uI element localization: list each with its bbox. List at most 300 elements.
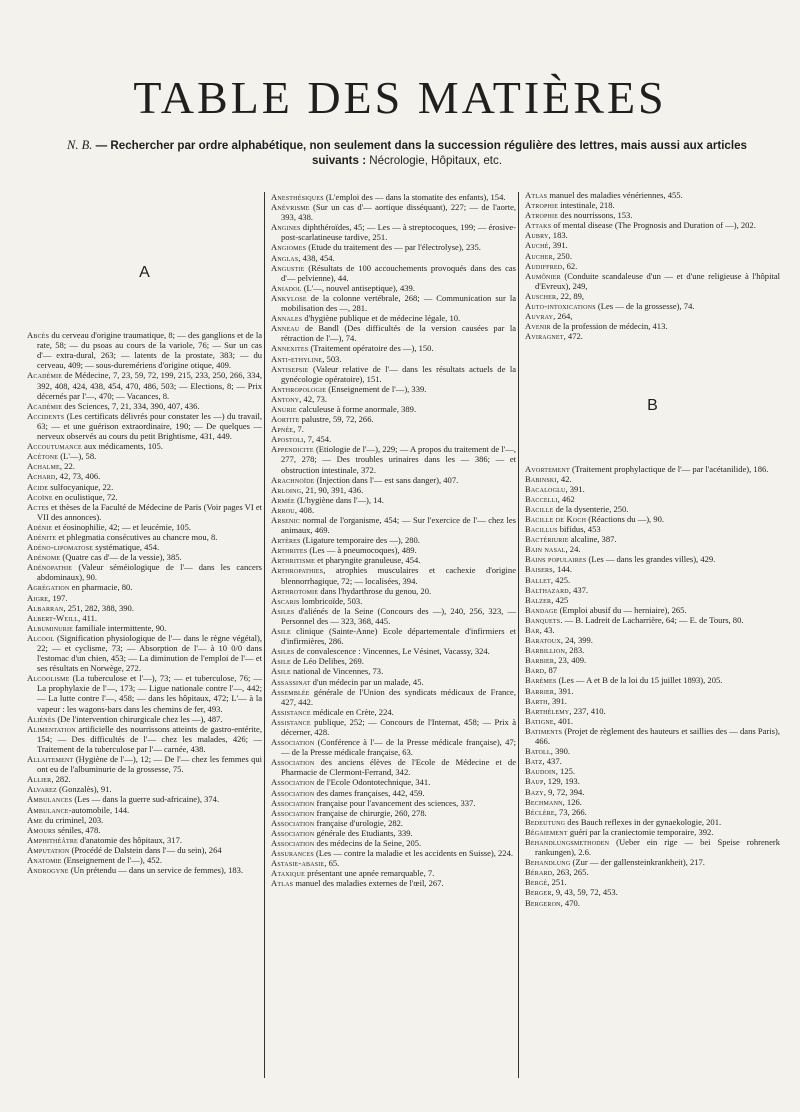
- index-entry: [525, 645, 780, 655]
- entry-keyword: Association: [271, 737, 315, 748]
- index-entry: [525, 514, 780, 524]
- entry-keyword: Antony: [271, 393, 300, 404]
- entry-text: publique, 252; — Concours de l'Internat, 458; — Prix à décerner, 428.: [281, 716, 516, 737]
- entry-keyword: Association: [271, 807, 315, 818]
- index-entry: [525, 857, 780, 867]
- entry-text: lombricoïde, 503.: [299, 595, 363, 606]
- entry-text: , 401.: [553, 715, 573, 726]
- entry-text: manuel des maladies externes de l'œil, 267.: [293, 878, 444, 889]
- entry-keyword: Bedeutung: [525, 816, 566, 827]
- entry-keyword: Assassinat: [271, 676, 311, 687]
- entry-keyword: Adénite: [27, 531, 57, 542]
- index-entry: [525, 240, 780, 250]
- entry-keyword: Barthélemy: [525, 705, 570, 716]
- entry-keyword: Angustie: [271, 262, 305, 273]
- entry-keyword: Aliénés: [27, 713, 56, 724]
- index-entry: [27, 562, 262, 582]
- entry-text: , 391.: [554, 685, 574, 696]
- entry-text: (Gonzalès), 91.: [56, 784, 112, 795]
- entry-text: , 237, 410.: [569, 705, 606, 716]
- entry-text: (Enseignement de l'—), 339.: [326, 383, 427, 394]
- entry-text: (Valeur relative de l'— dans les résultats actuels de la gynécologie opératoire), 151.: [281, 363, 516, 384]
- entry-text: (Conférence à l'— de la Presse médicale française), 47; — de la Presse médicale française, 63.: [281, 737, 516, 758]
- entry-text: des médecins de la Seine, 205.: [314, 838, 422, 848]
- entry-text: (Les — dans la guerre sud-africaine), 374.: [72, 794, 220, 805]
- entry-text: en oculistique, 72.: [52, 491, 118, 502]
- index-entry: [27, 774, 262, 784]
- entry-keyword: Angiomes: [271, 242, 307, 253]
- entry-keyword: Angines: [271, 222, 301, 233]
- column-rule-2: [518, 192, 519, 1078]
- index-entry: [525, 321, 780, 331]
- entry-text: palustre, 59, 72, 266.: [299, 414, 374, 425]
- index-entry: [525, 716, 780, 726]
- entry-keyword: Batigne: [525, 715, 554, 726]
- entry-text: des nourrissons, 153.: [558, 210, 633, 221]
- entry-keyword: Apostoli: [271, 434, 304, 445]
- index-entry: [271, 192, 516, 202]
- entry-text: , 462: [557, 493, 575, 504]
- index-entry: [271, 495, 516, 505]
- entry-keyword: Alcool: [27, 632, 55, 643]
- index-entry: [271, 858, 516, 868]
- entry-keyword: Albert-Weill: [27, 612, 79, 623]
- index-entry: [525, 474, 780, 484]
- entry-text: d'un médecin par un malade, 45.: [310, 676, 424, 687]
- entry-keyword: Barrier: [525, 685, 555, 696]
- index-entry: [271, 848, 516, 858]
- entry-keyword: Baudoin: [525, 766, 556, 777]
- entry-keyword: Arsenic: [271, 515, 300, 525]
- entry-text: (Les — dans les grandes villes), 429.: [586, 554, 716, 565]
- index-entry: [525, 585, 780, 595]
- entry-keyword: Barth: [525, 695, 548, 706]
- entry-text: (Les — A et B de la loi du 15 juillet 1893), 205.: [556, 675, 723, 686]
- index-entry: [27, 593, 262, 603]
- entry-keyword: Baccelli: [525, 493, 558, 504]
- entry-keyword: Bacille de Koch: [525, 513, 587, 524]
- entry-keyword: Amours: [27, 824, 56, 835]
- entry-text: des Sciences, 7, 21, 334, 390, 407, 436.: [62, 400, 200, 411]
- entry-keyword: Anthropologie: [271, 383, 327, 394]
- entry-text: de la colonne vertébrale, 268; — Communication sur la mobilisation des —, 281.: [281, 292, 516, 314]
- entry-text: (Conduite scandaleuse d'un — et d'une religieuse à l'hôpital d'Evreux), 249,: [535, 270, 780, 291]
- index-entry: [525, 595, 780, 605]
- entry-text: , 126.: [562, 796, 582, 807]
- entry-keyword: Avortement: [525, 463, 570, 474]
- entry-text: , 42, 73, 406.: [55, 471, 101, 482]
- entry-text: de Bandl (Des difficultés de la version causées par la rétraction de l'—), 74.: [281, 323, 516, 344]
- entry-keyword: Arrou: [271, 504, 295, 515]
- entry-keyword: Bacillus: [525, 524, 558, 535]
- entry-text: , 7.: [293, 424, 304, 435]
- entry-keyword: Alvarez: [27, 784, 57, 795]
- entry-text: , 391.: [547, 695, 567, 706]
- entry-keyword: Anévrisme: [271, 202, 310, 213]
- index-entry: [525, 210, 780, 220]
- entry-keyword: Anurie: [271, 403, 297, 414]
- entry-text: , 62.: [562, 260, 578, 271]
- index-entry: [525, 534, 780, 544]
- entry-text: de la dysenterie, 250.: [553, 503, 629, 514]
- index-entry: [525, 564, 780, 574]
- index-entry: [525, 484, 780, 494]
- entry-text: familiale intermittente, 90.: [73, 622, 167, 633]
- entry-text: , 391.: [548, 240, 568, 251]
- entry-keyword: Amputation: [27, 844, 70, 855]
- entry-keyword: Acoïne: [27, 491, 53, 502]
- entry-keyword: Bain nasal: [525, 544, 566, 555]
- entry-text: (Un prétendu — dans un service de femmes), 183.: [68, 865, 244, 876]
- index-entry: [525, 615, 780, 625]
- index-entry: [271, 788, 516, 798]
- index-entry: [525, 797, 780, 807]
- index-entry: [271, 717, 516, 737]
- index-entry: [271, 828, 516, 838]
- index-entry: [525, 271, 780, 291]
- index-entry: [525, 464, 780, 474]
- index-column-1: [27, 190, 262, 875]
- nota-bene: [52, 138, 762, 168]
- entry-keyword: Association: [271, 757, 315, 768]
- entry-text: , 42.: [556, 473, 572, 484]
- entry-keyword: Anglas: [271, 252, 299, 263]
- index-entry: [27, 633, 262, 673]
- index-entry: [525, 544, 780, 554]
- entry-keyword: Attaks: [525, 220, 552, 231]
- entry-keyword: Bégaiement: [525, 826, 568, 837]
- entry-keyword: Anneau: [271, 323, 300, 334]
- entry-keyword: Berger: [525, 887, 552, 898]
- index-entry: [27, 714, 262, 724]
- entry-keyword: Béclère: [525, 806, 555, 817]
- index-entry: [271, 505, 516, 515]
- entry-keyword: Bard: [525, 665, 545, 676]
- entry-text: de convalescence : Vincennes, Le Vésinet, Vacassy, 324.: [294, 646, 490, 657]
- entry-keyword: Ataxique: [271, 868, 305, 879]
- index-entry: [525, 524, 780, 534]
- entry-text: séniles, 478.: [55, 824, 101, 835]
- index-entry: [525, 675, 780, 685]
- entry-keyword: Adéno-lipomatose: [27, 542, 94, 553]
- index-entry: [525, 837, 780, 857]
- entry-text: sulfocyanique, 22.: [48, 481, 114, 492]
- entry-text: et pharyngite granuleuse, 454.: [315, 555, 421, 566]
- entry-keyword: Arthritisme: [271, 555, 316, 566]
- entry-keyword: Baisers: [525, 564, 553, 575]
- entry-keyword: Achalme: [27, 461, 60, 472]
- entry-text: , 251.: [547, 877, 567, 888]
- entry-text: manuel des maladies vénériennes, 455.: [547, 190, 683, 200]
- index-entry: [27, 532, 262, 542]
- entry-keyword: Adénome: [27, 552, 61, 563]
- index-entry: [271, 808, 516, 818]
- entry-text: , 251, 282, 388, 390.: [63, 602, 134, 613]
- entry-text: (Projet de règlement des hauteurs et saillies des — dans Paris), 466.: [535, 725, 780, 747]
- entry-keyword: Behandlung: [525, 857, 571, 868]
- index-entry: [27, 815, 262, 825]
- entry-text: alcaline, 387.: [568, 534, 617, 545]
- index-entry: [525, 655, 780, 665]
- entry-text: diphthéroïdes, 45; — Les — à streptocoques, 199; — érosive-post-scarlatineuse tardive, 251.: [281, 222, 516, 243]
- entry-text: , 87: [544, 665, 557, 676]
- entry-keyword: Allier: [27, 774, 52, 785]
- index-entry: [27, 855, 262, 865]
- index-entry: [271, 414, 516, 424]
- entry-text: en pharmacie, 80.: [69, 582, 133, 593]
- entry-text: , 144.: [552, 564, 573, 575]
- index-entry: [271, 434, 516, 444]
- index-entry: [525, 554, 780, 564]
- index-entry: [525, 807, 780, 817]
- entry-text: (L'hygiène dans l'—), 14.: [294, 494, 384, 505]
- index-entry: [271, 677, 516, 687]
- entry-text: , 42, 73.: [299, 393, 328, 404]
- entry-text: du cerveau d'origine traumatique, 8; — des ganglions et de la rate, 58; — du psoas au cours de la variole, 76; — Sur un cas d'— extra-dural, 263; — latents de la prostate, 383; — du cerveau, 409; — sous-duremériens d'origine otique, 409.: [37, 330, 262, 371]
- entry-text: , 183.: [548, 230, 568, 241]
- entry-keyword: Alcoolisme: [27, 673, 70, 684]
- index-entry: [27, 492, 262, 502]
- entry-keyword: Bandage: [525, 604, 558, 615]
- index-entry: [271, 687, 516, 707]
- entry-keyword: Antisepsie: [271, 363, 309, 374]
- index-entry: [271, 354, 516, 364]
- entry-text: , 282.: [51, 774, 71, 785]
- index-entry: [27, 522, 262, 532]
- index-entry: [27, 845, 262, 855]
- entry-text: (Zur — der gallensteinkrankheit), 217.: [570, 857, 705, 868]
- index-entry: [271, 596, 516, 606]
- entry-keyword: Batiments: [525, 725, 563, 736]
- index-entry: [27, 754, 262, 774]
- entry-keyword: Barèmes: [525, 675, 557, 686]
- entry-text: , 390.: [550, 746, 571, 757]
- entry-text: . — B. Ladreit de Lacharrière, 64; — E. de Tours, 80.: [560, 614, 744, 625]
- entry-keyword: Assistance: [271, 706, 311, 717]
- index-entry: [27, 835, 262, 845]
- entry-keyword: Anatomie: [27, 854, 62, 865]
- entry-text: , 438, 454.: [298, 252, 335, 263]
- nota-bene-label: N. B.: [66, 138, 93, 152]
- index-entry: [27, 461, 262, 471]
- entry-keyword: Assemblée: [271, 686, 310, 697]
- entry-text: , 470.: [560, 897, 580, 908]
- entry-keyword: Adénopathie: [27, 562, 73, 573]
- entry-text: (Quatre cas d'— de la vessie), 385.: [60, 552, 182, 563]
- index-entry: [27, 784, 262, 794]
- index-entry: [525, 776, 780, 786]
- index-entry: [271, 646, 516, 656]
- index-entry: [271, 555, 516, 565]
- entry-keyword: Batz: [525, 756, 543, 767]
- index-entry: [525, 898, 780, 908]
- index-entry: [271, 384, 516, 394]
- index-entry: [27, 411, 262, 441]
- entry-keyword: Bains populaires: [525, 554, 587, 565]
- entry-keyword: Aviragnet: [525, 331, 564, 342]
- entry-text: , atrophies musculaires et cachexie d'origine blennorrhagique, 72; — localisées, 394.: [281, 565, 516, 586]
- index-entry: [271, 535, 516, 545]
- entry-text: d'anatomie des hôpitaux, 317.: [77, 834, 182, 845]
- entry-keyword: Bacille: [525, 503, 554, 514]
- entry-text: française pour l'avancement des sciences, 337.: [314, 797, 476, 808]
- entry-keyword: Annexites: [271, 343, 309, 354]
- entry-text: , 503.: [322, 353, 342, 364]
- entry-keyword: Asiles: [271, 605, 295, 616]
- entry-text: et thèses de la Faculté de Médecine de Paris (Voir pages VI et VII des annonces).: [37, 501, 262, 522]
- index-entry: [271, 838, 516, 848]
- entry-text: , 425: [551, 594, 569, 605]
- entry-text: , 22.: [59, 461, 75, 472]
- index-entry: [271, 777, 516, 787]
- entry-text: (Traitement prophylactique de l'— par l'acétanilide), 186.: [569, 463, 769, 474]
- entry-keyword: Baup: [525, 776, 544, 787]
- entry-keyword: Anti-ethyline: [271, 353, 323, 364]
- index-entry: [525, 311, 780, 321]
- entry-keyword: Allaitement: [27, 754, 74, 765]
- index-entry: [525, 665, 780, 675]
- entry-keyword: Batoll: [525, 746, 551, 757]
- index-entry: [271, 757, 516, 777]
- index-entry: [271, 475, 516, 485]
- entry-text: (Injection dans l'— est sans danger), 407.: [314, 474, 459, 485]
- index-entry: [271, 323, 516, 343]
- index-entry: [525, 261, 780, 271]
- index-entry: [271, 485, 516, 495]
- entry-text: guéri par la craniectomie temporaire, 392.: [567, 826, 714, 837]
- entry-text: des dames françaises, 442, 459.: [314, 787, 425, 798]
- entry-keyword: Ascaris: [271, 595, 300, 606]
- index-entry: [525, 625, 780, 635]
- entry-keyword: Audiffred: [525, 260, 563, 271]
- index-entry: [271, 515, 516, 535]
- index-entry: [27, 482, 262, 492]
- index-entry: [271, 404, 516, 414]
- entry-keyword: Ankylose: [271, 292, 307, 303]
- entry-keyword: Asiles: [271, 646, 295, 657]
- entry-text: (L'—, nouvel antiseptique), 439.: [301, 282, 415, 293]
- entry-text: (Etiologie de l'—), 229; — A propos du traitement de l'—, 277, 278; — Des troubles urinaires dans les — 386; — et obstruction intestinale, 372.: [281, 444, 516, 475]
- index-entry: [525, 190, 780, 200]
- entry-text: française d'urologie, 282.: [314, 817, 404, 828]
- entry-text: -automobile, 144.: [68, 804, 130, 815]
- index-entry: [271, 202, 516, 222]
- entry-text: , 425.: [550, 574, 571, 585]
- entry-keyword: Albuminurie: [27, 622, 74, 633]
- entry-keyword: Balthazard: [525, 584, 569, 595]
- entry-keyword: Albarran: [27, 602, 64, 613]
- entry-text: , 437.: [568, 584, 589, 595]
- entry-keyword: Balzer: [525, 594, 552, 605]
- entry-keyword: Annales: [271, 313, 303, 324]
- index-entry: [525, 635, 780, 645]
- index-entry: [525, 494, 780, 504]
- index-entry: [525, 301, 780, 311]
- entry-keyword: Académie: [27, 370, 63, 381]
- entry-text: (Valeur séméiologique de l'— dans les cancers abdominaux), 90.: [37, 562, 262, 583]
- index-entry: [27, 582, 262, 592]
- index-entry: [271, 253, 516, 263]
- index-entry: [525, 291, 780, 301]
- index-entry: [525, 877, 780, 887]
- entry-keyword: Association: [271, 817, 315, 828]
- entry-text: , 264,: [553, 311, 573, 322]
- column-rule-1: [264, 192, 265, 1078]
- index-entry: [27, 471, 262, 481]
- entry-keyword: Apnée: [271, 424, 294, 435]
- index-entry: [271, 313, 516, 323]
- entry-keyword: Association: [271, 797, 315, 808]
- entry-keyword: Académie: [27, 400, 63, 411]
- index-entry: [27, 623, 262, 633]
- entry-keyword: Aucher: [525, 250, 553, 261]
- entry-text: (De l'intervention chirurgicale chez les —), 487.: [55, 713, 223, 724]
- entry-keyword: Androgyne: [27, 865, 69, 876]
- entry-text: de Léo Delibes, 269.: [290, 656, 364, 667]
- entry-text: (Emploi abusif du — herniaire), 265.: [557, 604, 687, 615]
- entry-text: (Enseignement de l'—), 452.: [61, 854, 162, 865]
- entry-keyword: Ballet: [525, 574, 551, 585]
- entry-keyword: Actes: [27, 501, 49, 512]
- entry-text: , 250.: [552, 250, 572, 261]
- entry-keyword: Ame: [27, 814, 43, 825]
- entry-keyword: Astasie-abasie: [271, 858, 325, 869]
- entry-keyword: Aortite: [271, 414, 300, 425]
- index-entry: [525, 706, 780, 716]
- entry-text: , 411.: [78, 612, 98, 623]
- entry-keyword: Anesthésiques: [271, 192, 324, 202]
- entry-keyword: Association: [271, 827, 315, 838]
- entry-text: dans l'hydarthrose du genou, 20.: [318, 585, 432, 596]
- entry-keyword: Behandlungsmethoden: [525, 836, 610, 847]
- index-entry: [27, 401, 262, 411]
- entry-keyword: Arthropathies: [271, 565, 324, 576]
- entry-text: (Etude du traitement des — par l'électrolyse), 235.: [306, 242, 481, 253]
- index-entry: [27, 451, 262, 461]
- entry-keyword: Bérard: [525, 867, 553, 878]
- entry-text: (Hygiène de l'—), 12; — De l'— chez les femmes qui ont eu de l'albuminurie de la grossesse, 75.: [37, 754, 262, 775]
- index-entry: [525, 746, 780, 756]
- index-entry: [271, 222, 516, 242]
- entry-keyword: Atlas: [271, 878, 294, 889]
- entry-text: (Les — contre la maladie et les accidents en Suisse), 224.: [313, 848, 513, 859]
- index-entry: [271, 878, 516, 888]
- index-entry: [27, 603, 262, 613]
- index-entry: [271, 283, 516, 293]
- entry-keyword: Accidents: [27, 410, 65, 421]
- index-entry: [271, 626, 516, 646]
- entry-keyword: Association: [271, 787, 315, 798]
- index-entry: [271, 424, 516, 434]
- entry-text: , 472.: [563, 331, 583, 342]
- index-entry: [271, 263, 516, 283]
- index-entry: [271, 343, 516, 353]
- index-entry: [525, 331, 780, 341]
- entry-text: , 21, 90, 391, 436.: [301, 484, 364, 495]
- index-entry: [271, 798, 516, 808]
- entry-keyword: Armée: [271, 494, 295, 505]
- entry-keyword: Bergeron: [525, 897, 561, 908]
- entry-keyword: Aubry: [525, 230, 549, 241]
- entry-keyword: Agrégation: [27, 582, 70, 593]
- entry-keyword: Auché: [525, 240, 549, 251]
- entry-text: systématique, 454.: [93, 542, 160, 553]
- index-entry: [525, 696, 780, 706]
- entry-text: des Bauch reflexes in der gynaekologie, 201.: [565, 816, 722, 827]
- index-entry: [27, 552, 262, 562]
- entry-keyword: Association: [271, 838, 315, 848]
- index-entry: [27, 724, 262, 754]
